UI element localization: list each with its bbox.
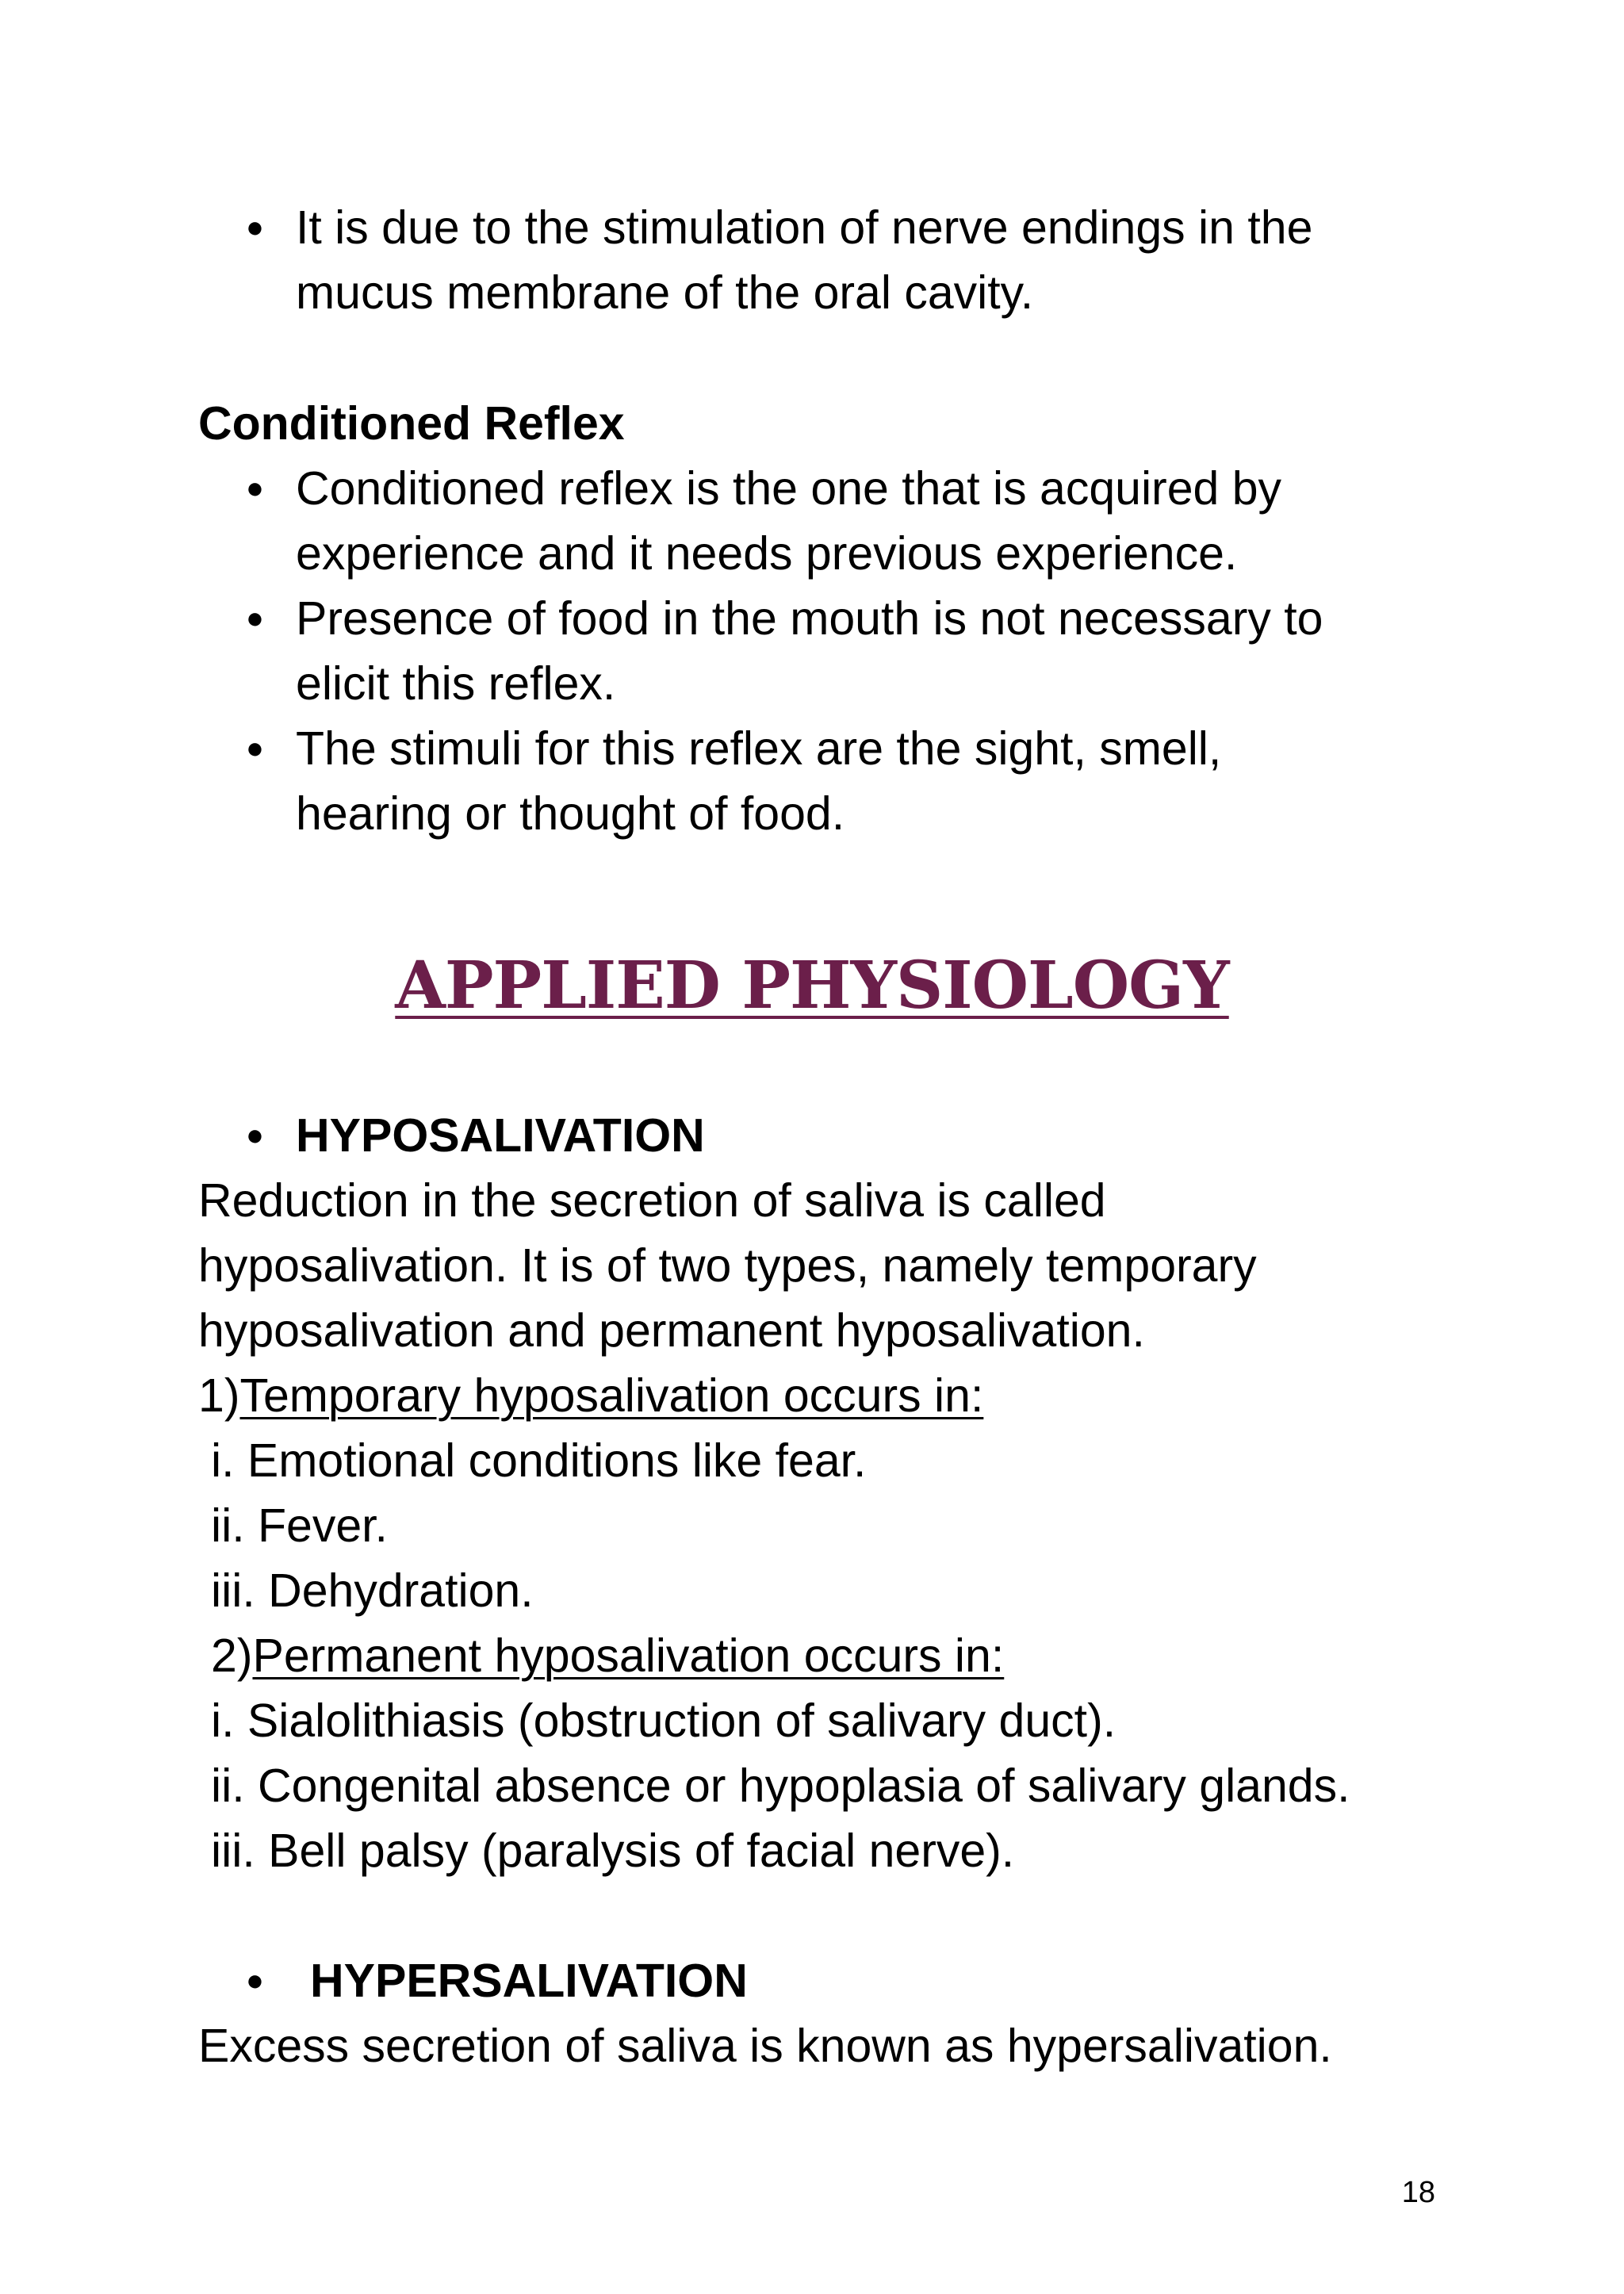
bullet-dot: ● — [246, 602, 264, 635]
list-item: ii. Fever. — [211, 1499, 388, 1552]
list-item: i. Emotional conditions like fear. — [211, 1434, 867, 1487]
bullet-dot: ● — [246, 1964, 264, 1997]
underlined-label: Permanent hyposalivation occurs in: — [252, 1630, 1005, 1682]
underlined-label: Temporary hyposalivation occurs in: — [239, 1369, 984, 1422]
bullet-dot: ● — [246, 472, 264, 505]
paragraph-line: hyposalivation and permanent hyposalivation. — [198, 1304, 1145, 1357]
bullet-text — [296, 586, 1323, 716]
bullet-text — [296, 716, 1221, 846]
list-prefix: 1) — [198, 1369, 240, 1422]
bullet-line: mucus membrane of the oral cavity. — [296, 266, 1034, 319]
paragraph-line: Reduction in the secretion of saliva is called — [198, 1174, 1106, 1227]
bullet-text — [296, 456, 1281, 586]
section-title: APPLIED PHYSIOLOGY — [395, 948, 1229, 1024]
temporary-hyposalivation-label — [198, 1363, 983, 1428]
bullet-dot: ● — [246, 1119, 264, 1152]
list-item: iii. Dehydration. — [211, 1564, 534, 1617]
bullet-line: elicit this reflex. — [296, 657, 616, 710]
hypersalivation-heading-text: HYPERSALIVATION — [310, 1955, 748, 2007]
bullet-dot: ● — [246, 732, 264, 765]
conditioned-reflex-heading: Conditioned Reflex — [198, 397, 625, 450]
hyposalivation-heading-text: HYPOSALIVATION — [296, 1109, 705, 1162]
permanent-hyposalivation-label — [211, 1623, 1004, 1688]
page-number: 18 — [1401, 2176, 1435, 2209]
bullet-line: hearing or thought of food. — [296, 787, 845, 840]
paragraph-line: hyposalivation. It is of two types, namely temporary — [198, 1239, 1257, 1292]
list-item: ii. Congenital absence or hypoplasia of salivary glands. — [211, 1760, 1350, 1812]
list-item: i. Sialolithiasis (obstruction of salivary duct). — [211, 1695, 1116, 1747]
bullet-text — [296, 195, 1312, 325]
bullet-line: experience and it needs previous experience. — [296, 527, 1238, 580]
list-prefix: 2) — [211, 1630, 253, 1682]
bullet-dot: ● — [246, 211, 264, 244]
list-item: iii. Bell palsy (paralysis of facial nerve). — [211, 1825, 1015, 1877]
bullet-line: It is due to the stimulation of nerve endings in the — [296, 201, 1313, 254]
bullet-line: The stimuli for this reflex are the sight, smell, — [296, 722, 1222, 775]
paragraph-line: Excess secretion of saliva is known as hypersalivation. — [198, 2020, 1332, 2072]
bullet-line: Presence of food in the mouth is not necessary to — [296, 592, 1323, 645]
bullet-line: Conditioned reflex is the one that is acquired by — [296, 462, 1282, 515]
